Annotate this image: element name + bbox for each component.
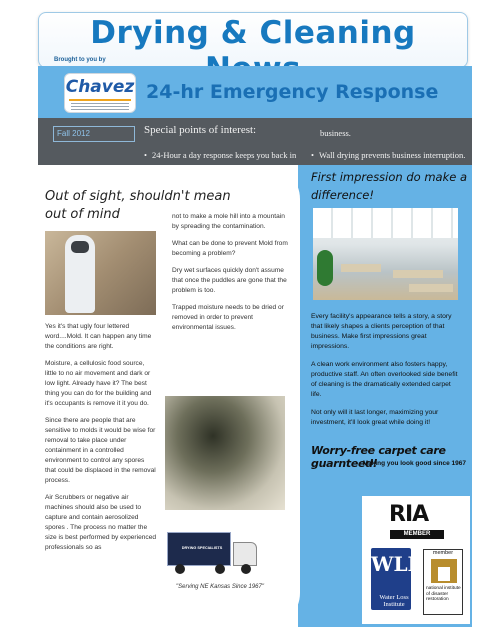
truck-photo xyxy=(165,530,275,582)
paragraph: Trapped moisture needs to be dried or removed in order to prevent environmental issues. xyxy=(172,304,284,331)
paragraph: Air Scrubbers or negative air machines should also be used to capture and contain aerosolized spores . The process no matter the size is best performed by experienced professionals so as xyxy=(45,494,157,551)
article-column-2 xyxy=(172,212,290,340)
wli-letters: WLI xyxy=(371,552,417,576)
paragraph: Every facility's appearance tells a story, a story that likely shapes a clients perception of that business. Make first impressions great impressions. xyxy=(311,313,452,350)
emergency-headline: 24-hr Emergency Response xyxy=(146,81,439,103)
carpet-guarantee-title: Worry-free carpet care guarnteed! xyxy=(311,444,446,470)
article-title: Out of sight, shouldn't mean out of mind xyxy=(45,189,231,222)
brought-by-label: Brought to you by xyxy=(54,57,106,63)
hazmat-worker-photo xyxy=(45,231,156,315)
office-desk xyxy=(341,264,381,272)
carpet-guarantee-tagline: Making you look good since 1967 xyxy=(362,460,466,467)
paragraph: Since there are people that are sensitive to molds it would be wise for removal to take place under containment in a controlled environment to control any spores that could be displaced in the removal process. xyxy=(45,417,156,484)
bullet-icon: • xyxy=(311,150,314,160)
special-points-title: Special points of interest: xyxy=(144,124,257,136)
paragraph: Moisture, a cellulosic food source, little to no air movement and dark or low light. Already have it? The best thing you can do for the building and it's occupants is remove it it you do. xyxy=(45,360,152,407)
paragraph: Not only will it last longer, maximizing your investment, it'll look great while doing it! xyxy=(311,409,439,426)
logo-underline xyxy=(69,99,131,101)
office-ceiling xyxy=(313,208,458,238)
right-title: First impression do make a difference! xyxy=(311,170,468,202)
truck-label: DRYING SPECIALISTS xyxy=(181,546,223,550)
wli-caption: Water Loss Institute xyxy=(379,594,409,608)
respirator-mask xyxy=(71,241,89,253)
paragraph: Yes it's that ugly four lettered word....Mold. It can happen any time the conditions are right. xyxy=(45,323,152,350)
nidr-name: national institute of disaster restoration xyxy=(426,586,461,603)
ria-member-badge: MEMBER xyxy=(390,530,444,539)
nidr-member-label: member xyxy=(432,550,454,556)
office-photo xyxy=(313,208,458,300)
office-plant xyxy=(317,250,333,286)
newsletter-title: Drying & Cleaning xyxy=(90,15,416,51)
issue-date: Fall 2012 xyxy=(53,126,135,142)
right-body xyxy=(311,312,463,436)
paragraph: Dry wet surfaces quickly don't assume that once the puddles are gone that the problem is too. xyxy=(172,267,287,294)
truck-caption: "Serving NE Kansas Since 1967" xyxy=(176,584,264,590)
logo-fine-print xyxy=(71,103,129,110)
nidr-logo xyxy=(423,549,463,615)
special-point-2: • Wall drying prevents business interruption. xyxy=(311,150,466,160)
special-point-1-cont: business. xyxy=(320,128,351,138)
wheel-icon xyxy=(215,564,225,574)
office-desk xyxy=(393,270,443,278)
truck-cab xyxy=(233,542,257,566)
special-point-1: • 24-Hour a day response keeps you back in xyxy=(144,150,297,160)
bullet-icon: • xyxy=(144,150,147,160)
article-column-1 xyxy=(45,322,157,560)
house-door xyxy=(438,567,450,581)
paragraph: What can be done to prevent Mold from becoming a problem? xyxy=(172,240,288,257)
paragraph: A clean work environment also fosters happy, productive staff. An often overlooked side benefit of cleaning is the dramatically extended carpet life. xyxy=(311,361,458,398)
office-desk xyxy=(409,284,453,292)
logo-name: Chavez xyxy=(65,77,135,97)
chavez-logo xyxy=(64,73,136,113)
wheel-icon xyxy=(175,564,185,574)
wheel-icon xyxy=(241,564,251,574)
ria-logo: RIA xyxy=(389,502,429,527)
mold-wall-photo xyxy=(165,396,285,510)
house-icon xyxy=(431,559,457,583)
paragraph: not to make a mole hill into a mountain by spreading the contamination. xyxy=(172,213,285,230)
truck-box xyxy=(167,532,231,566)
